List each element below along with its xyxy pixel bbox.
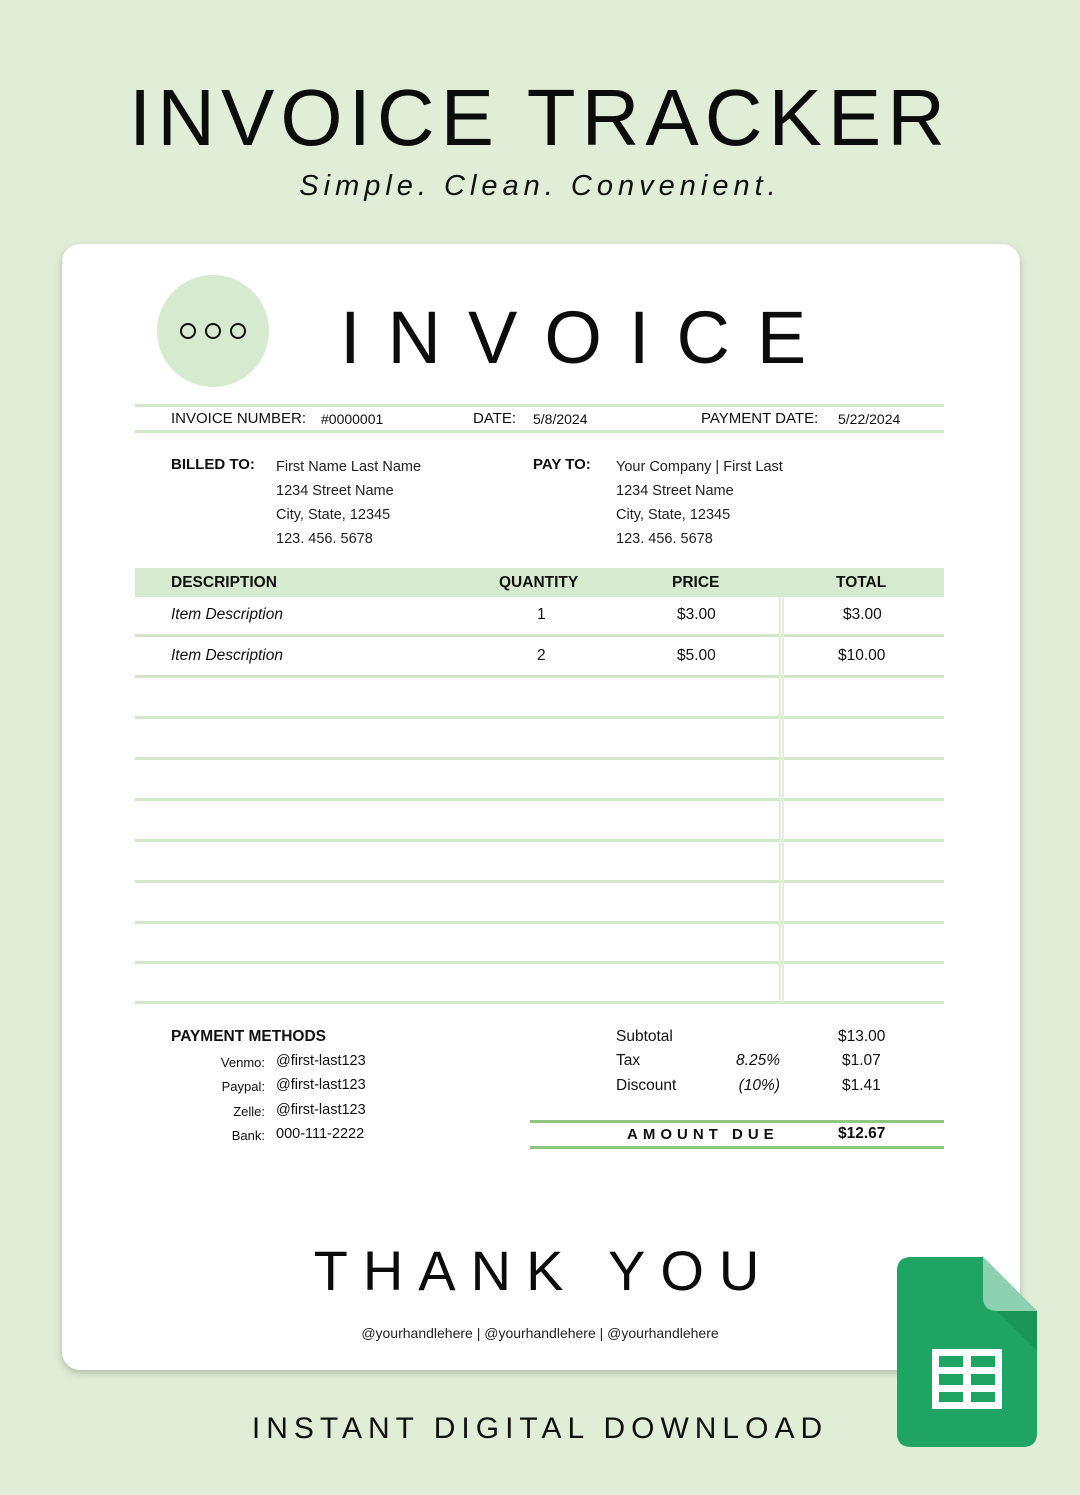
payment-method-row: [0, 1101, 400, 1123]
billed-to-address: [276, 455, 421, 551]
row-divider: [135, 1001, 944, 1004]
invoice-title: INVOICE: [340, 296, 834, 379]
invoice-meta: [0, 408, 1080, 430]
row-divider: [135, 716, 944, 719]
payment-method-value: @first-last123: [276, 1077, 366, 1093]
row-divider: [135, 880, 944, 883]
invoice-number-value: #0000001: [321, 411, 384, 427]
divider: [135, 404, 944, 407]
address-line: Your Company | First Last: [616, 459, 783, 475]
discount-row: [0, 1077, 1080, 1099]
address-line: 123. 456. 5678: [616, 531, 713, 547]
date-value: 5/8/2024: [533, 411, 588, 427]
payment-date-value: 5/22/2024: [838, 411, 901, 427]
row-divider: [135, 757, 944, 760]
payment-method-row: [0, 1125, 400, 1147]
amount-due-divider: [530, 1120, 944, 1123]
row-total: $10.00: [838, 647, 886, 664]
payment-method-value: @first-last123: [276, 1102, 366, 1118]
hero-title: INVOICE TRACKER: [129, 73, 951, 162]
payment-method-key: Paypal:: [221, 1079, 265, 1094]
row-divider: [135, 839, 944, 842]
row-quantity: 2: [537, 647, 546, 664]
row-divider: [135, 798, 944, 801]
billed-to-label: BILLED TO:: [171, 456, 255, 473]
tax-rate: 8.25%: [736, 1052, 780, 1069]
row-total: $3.00: [843, 606, 882, 623]
payment-method-value: 000-111-2222: [276, 1126, 365, 1142]
pay-to-address: [616, 455, 783, 551]
row-quantity: 1: [537, 606, 546, 623]
address-line: First Name Last Name: [276, 459, 422, 475]
column-header-description: DESCRIPTION: [171, 574, 277, 591]
row-divider: [135, 675, 944, 678]
row-price: $3.00: [677, 606, 716, 623]
thank-you-heading: THANK YOU: [313, 1239, 775, 1302]
circle-icon: [205, 323, 221, 339]
tax-value: $1.07: [842, 1052, 881, 1069]
payment-method-key: Venmo:: [220, 1055, 265, 1070]
amount-due-value: $12.67: [838, 1125, 886, 1142]
date-label: DATE:: [473, 410, 517, 427]
row-price: $5.00: [677, 647, 716, 664]
payment-methods-title: PAYMENT METHODS: [171, 1028, 327, 1045]
column-divider: [782, 597, 784, 1003]
invoice-number-label: INVOICE NUMBER:: [171, 410, 307, 427]
payment-method-value: @first-last123: [276, 1053, 366, 1069]
google-sheets-icon: [897, 1257, 1037, 1447]
tax-row: [0, 1052, 1080, 1074]
subtotal-value: $13.00: [838, 1028, 886, 1045]
column-header-quantity: QUANTITY: [499, 574, 579, 591]
divider: [135, 430, 944, 433]
pay-to-label: PAY TO:: [533, 456, 591, 473]
amount-due-label: AMOUNT DUE: [627, 1126, 779, 1143]
row-divider: [135, 634, 944, 637]
row-divider: [135, 921, 944, 924]
address-line: 123. 456. 5678: [276, 531, 373, 547]
discount-value: $1.41: [842, 1077, 881, 1094]
row-description: Item Description: [171, 606, 283, 623]
address-line: 1234 Street Name: [616, 483, 734, 499]
row-divider: [135, 961, 944, 964]
address-line: City, State, 12345: [616, 507, 731, 523]
payment-date-label: PAYMENT DATE:: [701, 410, 819, 427]
address-line: City, State, 12345: [276, 507, 391, 523]
column-header-total: TOTAL: [836, 574, 887, 591]
column-header-price: PRICE: [672, 574, 720, 591]
amount-due-divider: [530, 1146, 944, 1149]
hero-subtitle: Simple. Clean. Convenient.: [299, 170, 781, 202]
discount-label: Discount: [616, 1077, 677, 1094]
subtotal-label: Subtotal: [616, 1028, 673, 1045]
discount-rate: (10%): [738, 1077, 780, 1094]
circle-icon: [180, 323, 196, 339]
row-description: Item Description: [171, 647, 283, 664]
social-handles: @yourhandlehere | @yourhandlehere | @yourhandlehere: [361, 1325, 719, 1341]
payment-method-key: Zelle:: [233, 1104, 265, 1119]
subtotal-row: [0, 1028, 1080, 1050]
circle-icon: [230, 323, 246, 339]
footer-tagline: INSTANT DIGITAL DOWNLOAD: [251, 1412, 829, 1445]
column-divider: [779, 597, 781, 1003]
tax-label: Tax: [616, 1052, 641, 1069]
three-circles-icon: [157, 275, 269, 387]
payment-method-key: Bank:: [231, 1128, 265, 1143]
address-line: 1234 Street Name: [276, 483, 394, 499]
